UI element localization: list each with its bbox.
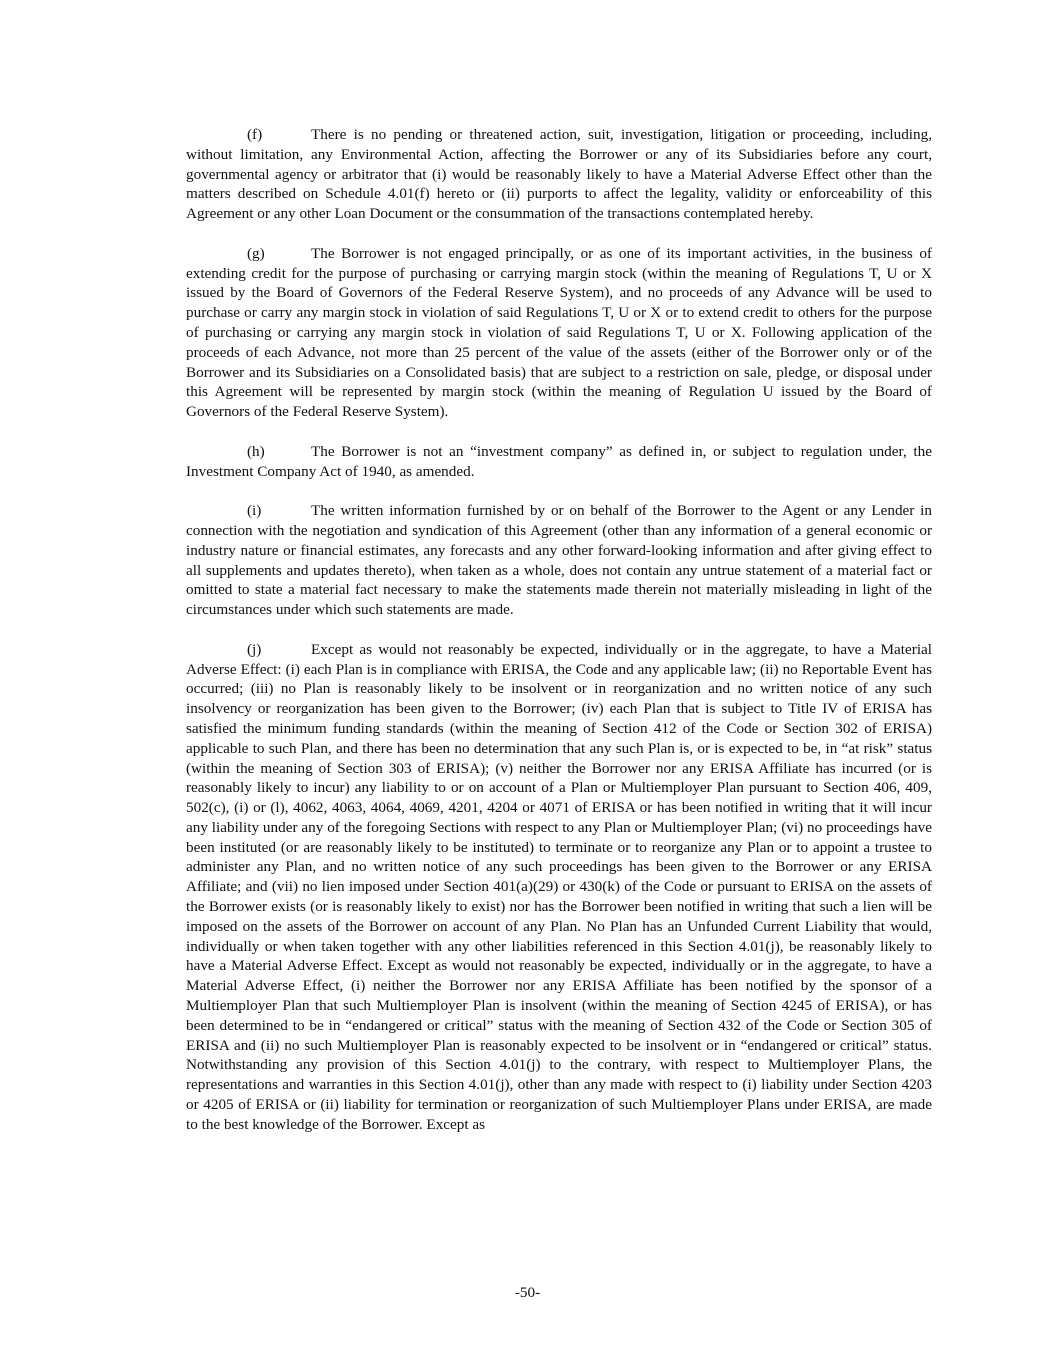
page-number: -50- [514,1284,541,1301]
paragraph-h [186,442,932,482]
paragraph-f [186,125,932,224]
paragraph-j [186,640,932,1135]
paragraph-g [186,244,932,422]
paragraph-marker: (h) [247,442,265,460]
paragraph-text: Except as would not reasonably be expected, individually or in the aggregate, to have a Material Adverse Effect: (i) each Plan is in compliance with ERISA, the Code and any applicable law; (ii) no Reportable Event has occurred; (iii) no Plan is reasonably likely to be insolvent or in reorganization and no written notice of any such insolvency or reorganization has been given to the Borrower; (iv) each Plan that is subject to Title IV of ERISA has satisfied the minimum funding standards (within the meaning of Section 412 of the Code or Section 302 of ERISA) applicable to such Plan, and there has been no determination that any such Plan is, or is expected to be, in “at risk” status (within the meaning of Section 303 of ERISA); (v) neither the Borrower nor any ERISA Affiliate has incurred (or is reasonably likely to incur) any liability to or on account of a Plan or Multiemployer Plan pursuant to Section 406, 409, 502(c), (i) or (l), 4062, 4063, 4064, 4069, 4201, 4204 or 4071 of ERISA or has been notified in writing that it will incur any liability under any of the foregoing Sections with respect to any Plan or Multiemployer Plan; (vi) no proceedings have been instituted (or are reasonably likely to be instituted) to terminate or to reorganize any Plan or to appoint a trustee to administer any Plan, and no written notice of any such proceedings has been given to the Borrower or any ERISA Affiliate; and (vii) no lien imposed under Section 401(a)(29) or 430(k) of the Code or pursuant to ERISA on the assets of the Borrower exists (or is reasonably likely to exist) nor has the Borrower been notified in writing that such a lien will be imposed on the assets of the Borrower on account of any Plan. No Plan has an Unfunded Current Liability that would, individually or when taken together with any other liabilities referenced in this Section 4.01(j), be reasonably likely to have a Material Adverse Effect. Except as would not reasonably be expected, individually or in the aggregate, to have a Material Adverse Effect, (i) neither the Borrower nor any ERISA Affiliate has been notified by the sponsor of a Multiemployer Plan that such Multiemployer Plan is insolvent (within the meaning of Section 4245 of ERISA), or has been determined to be in “endangered or critical” status with the meaning of Section 432 of the Code or Section 305 of ERISA and (ii) no such Multiemployer Plan is reasonably expected to be insolvent or in “endangered or critical” status. Notwithstanding any provision of this Section 4.01(j) to the contrary, with respect to Multiemployer Plans, the representations and warranties in this Section 4.01(j), other than any made with respect to (i) liability under Section 4203 or 4205 of ERISA or (ii) liability for termination or reorganization of such Multiemployer Plans under ERISA, are made to the best knowledge of the Borrower. Except as [186,640,932,1133]
paragraph-marker: (g) [247,244,265,262]
paragraph-marker: (f) [247,126,263,143]
body-text [186,125,932,1154]
paragraph-marker: (j) [247,640,262,658]
paragraph-i [186,501,932,620]
paragraph-text: The Borrower is not engaged principally, or as one of its important activities, in the business of extending credit for the purpose of purchasing or carrying margin stock (within the meaning of Regulations T, U or X issued by the Board of Governors of the Federal Reserve System), and no proceeds of any Advance will be used to purchase or carry any margin stock in violation of said Regulations T, U or X or to extend credit to others for the purpose of purchasing or carrying any margin stock in violation of said Regulations T, U or X. Following application of the proceeds of each Advance, not more than 25 percent of the value of the assets (either of the Borrower only or of the Borrower and its Subsidiaries on a Consolidated basis) that are subject to a restriction on sale, pledge, or disposal under this Agreement will be represented by margin stock (within the meaning of Regulation U issued by the Board of Governors of the Federal Reserve System). [186,244,932,421]
paragraph-text: There is no pending or threatened action, suit, investigation, litigation or proceeding, including, without limitation, any Environmental Action, affecting the Borrower or any of its Subsidiaries before any court, governmental agency or arbitrator that (i) would be reasonably likely to have a Material Adverse Effect other than the matters described on Schedule 4.01(f) hereto or (ii) purports to affect the legality, validity or enforceability of this Agreement or any other Loan Document or the consummation of the transactions contemplated hereby. [186,126,932,223]
paragraph-marker: (i) [247,502,262,520]
paragraph-text: The written information furnished by or on behalf of the Borrower to the Agent or any Lender in connection with the negotiation and syndication of this Agreement (other than any information of a general economic or industry nature or financial estimates, any forecasts and any other forward-looking information and after giving effect to all supplements and updates thereto), when taken as a whole, does not contain any untrue statement of a material fact or omitted to state a material fact necessary to make the statements made therein not materially misleading in light of the circumstances under which such statements are made. [186,502,932,619]
paragraph-text: The Borrower is not an “investment company” as defined in, or subject to regulation under, the Investment Company Act of 1940, as amended. [186,442,932,480]
